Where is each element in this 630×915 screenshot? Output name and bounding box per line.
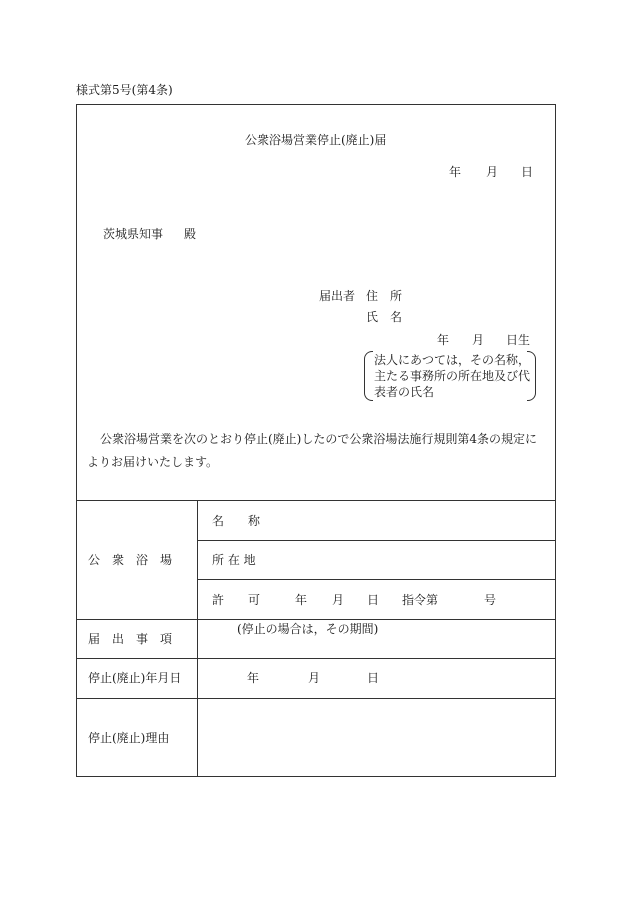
corporate-note-line: 主たる事務所の所在地及び代 — [374, 369, 531, 383]
table-row-divider — [76, 698, 556, 699]
stop-date-month: 月 — [308, 671, 321, 685]
permit-directive: 指令第 — [402, 593, 439, 607]
address-label: 住 所 — [366, 289, 403, 303]
corporate-note-line: 表者の氏名 — [374, 385, 435, 399]
date-day: 日 — [521, 165, 534, 179]
notifier-label: 届出者 — [319, 289, 356, 303]
notice-label: 届 出 事 項 — [88, 632, 173, 646]
bathhouse-label: 公 衆 浴 場 — [88, 553, 173, 567]
corporate-note-line: 法人にあつては，その名称， — [374, 353, 531, 367]
permit-day: 日 — [367, 593, 380, 607]
body-text-line: 公衆浴場営業を次のとおり停止(廃止)したので公衆浴場法施行規則第4条の規定に — [100, 432, 538, 446]
date-year: 年 — [449, 165, 462, 179]
left-bracket — [364, 351, 373, 401]
table-row-divider — [197, 540, 556, 541]
notice-note: (停止の場合は，その期間) — [237, 622, 379, 636]
reason-label: 停止(廃止)理由 — [88, 731, 170, 745]
addressee-name: 茨城県知事 — [103, 227, 164, 241]
table-column-divider — [197, 500, 198, 777]
permit-year: 年 — [295, 593, 308, 607]
corporate-note — [364, 351, 536, 401]
location-label: 所 在 地 — [212, 553, 256, 567]
form-title: 公衆浴場営業停止(廃止)届 — [245, 133, 387, 147]
birth-month: 月 — [472, 333, 485, 347]
date-month: 月 — [486, 165, 499, 179]
stop-date-day: 日 — [367, 671, 380, 685]
addressee-honorific: 殿 — [184, 227, 197, 241]
birth-day: 日生 — [506, 333, 531, 347]
permit-label: 許 可 — [212, 593, 261, 607]
stop-date-year: 年 — [247, 671, 260, 685]
table-row-divider — [76, 619, 556, 620]
permit-month: 月 — [332, 593, 345, 607]
table-row-divider — [76, 658, 556, 659]
birth-year: 年 — [437, 333, 450, 347]
form-number: 様式第5号(第4条) — [76, 83, 173, 97]
table-row-divider — [197, 579, 556, 580]
stop-date-label: 停止(廃止)年月日 — [88, 671, 182, 685]
table-top-border — [76, 500, 556, 501]
permit-number: 号 — [484, 593, 497, 607]
body-text-line: よりお届けいたします。 — [87, 455, 219, 469]
name-label: 氏 名 — [366, 310, 403, 324]
facility-name-label: 名 称 — [212, 514, 261, 528]
